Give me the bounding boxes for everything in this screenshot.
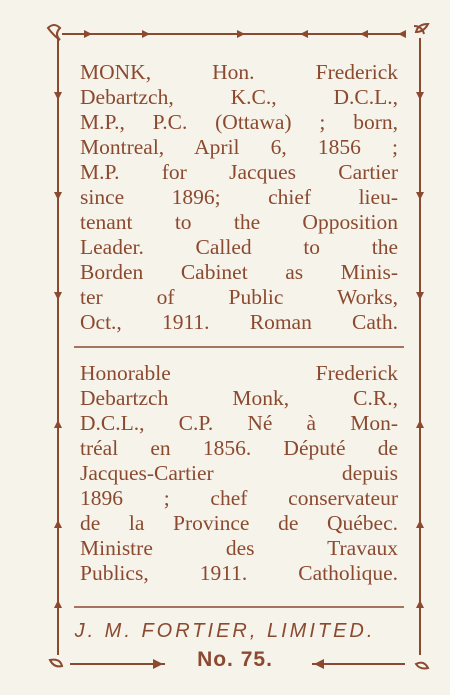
- publisher-name: J. M. FORTIER, LIMITED.: [74, 620, 376, 642]
- card-number: No. 75.: [197, 648, 273, 671]
- english-line: MONK, Hon. Frederick: [80, 60, 398, 84]
- english-line: since 1896; chief lieu-: [80, 185, 398, 209]
- english-line: ter of Public Works,: [80, 285, 398, 309]
- french-biography: [80, 361, 398, 586]
- english-line: M.P., P.C. (Ottawa) ; born,: [80, 110, 398, 134]
- french-line: Publics, 1911. Catholique.: [80, 561, 398, 585]
- french-line: de la Province de Québec.: [80, 511, 398, 535]
- english-line: Oct., 1911. Roman Cath.: [80, 310, 398, 334]
- english-line: M.P. for Jacques Cartier: [80, 160, 398, 184]
- french-line: Ministre des Travaux: [80, 536, 398, 560]
- french-line: Debartzch Monk, C.R.,: [80, 386, 398, 410]
- english-line: Debartzch, K.C., D.C.L.,: [80, 85, 398, 109]
- french-line: 1896 ; chef conservateur: [80, 486, 398, 510]
- english-line: tenant to the Opposition: [80, 210, 398, 234]
- english-line: Borden Cabinet as Minis-: [80, 260, 398, 284]
- english-biography: [80, 60, 398, 335]
- french-line: Jacques-Cartier depuis: [80, 461, 398, 485]
- english-line: Montreal, April 6, 1856 ;: [80, 135, 398, 159]
- french-line: D.C.L., C.P. Né à Mon-: [80, 411, 398, 435]
- french-line: Honorable Frederick: [80, 361, 398, 385]
- english-line: Leader. Called to the: [80, 235, 398, 259]
- french-line: tréal en 1856. Député de: [80, 436, 398, 460]
